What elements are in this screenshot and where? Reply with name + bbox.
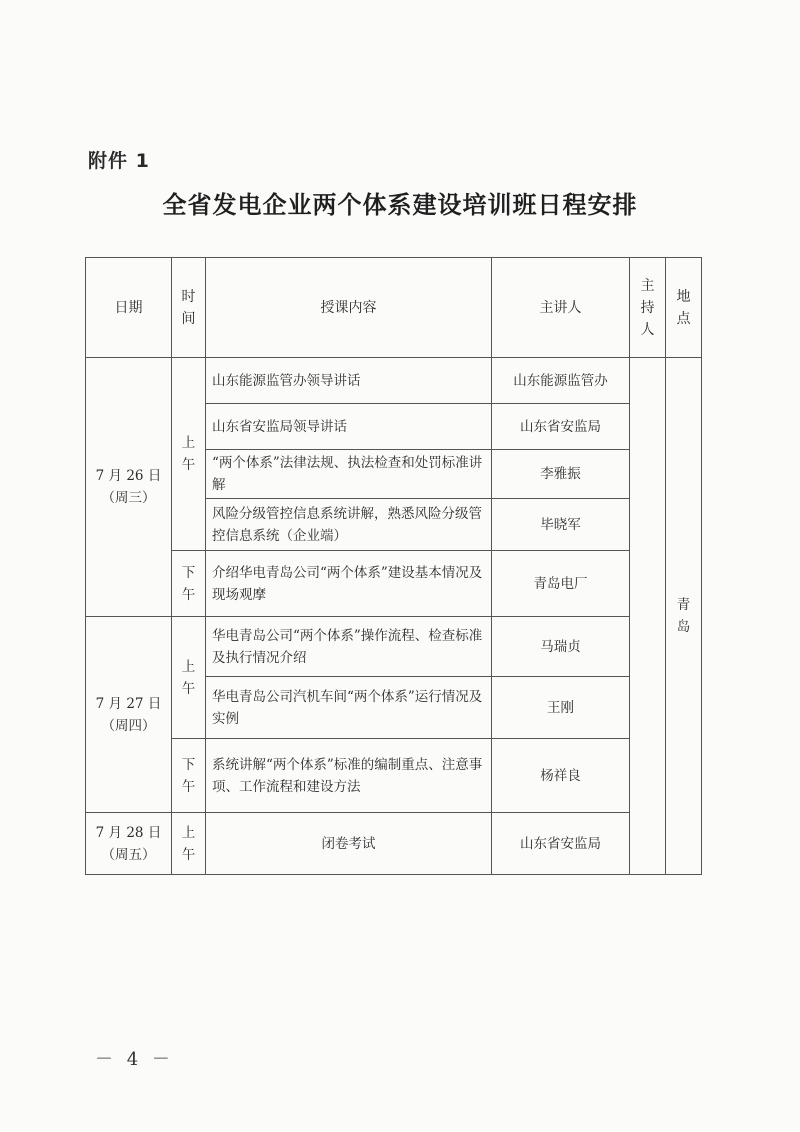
header-location: 地 点 [666,258,702,358]
header-content: 授课内容 [206,258,492,358]
header-host: 主 持 人 [630,258,666,358]
date-cell: 7 月 28 日 （周五） [86,813,172,875]
content-cell: 山东能源监管办领导讲话 [206,358,492,404]
period-cell: 下 午 [172,739,206,813]
date-cell: 7 月 27 日 （周四） [86,617,172,813]
attachment-label: 附件 1 [88,150,150,172]
period-cell: 上 午 [172,358,206,551]
header-time: 时 间 [172,258,206,358]
content-cell: 山东省安监局领导讲话 [206,404,492,450]
location-cell: 青 岛 [666,358,702,875]
table-row [86,739,702,813]
speaker-cell: 马瑞贞 [492,617,630,677]
page-number: － 4 － [95,1049,174,1070]
content-cell: “两个体系”法律法规、执法检查和处罚标准讲解 [206,450,492,499]
speaker-cell: 山东省安监局 [492,404,630,450]
speaker-cell: 青岛电厂 [492,551,630,617]
period-cell: 下 午 [172,551,206,617]
period-cell: 上 午 [172,617,206,739]
table-row [86,617,702,677]
date-cell: 7 月 26 日 （周三） [86,358,172,617]
header-speaker: 主讲人 [492,258,630,358]
table-row [86,358,702,404]
header-date: 日期 [86,258,172,358]
period-cell: 上 午 [172,813,206,875]
content-cell: 风险分级管控信息系统讲解，熟悉风险分级管控信息系统（企业端） [206,499,492,551]
speaker-cell: 山东省安监局 [492,813,630,875]
table-row [86,813,702,875]
header-row [86,258,702,358]
document-title: 全省发电企业两个体系建设培训班日程安排 [162,191,638,219]
host-cell [630,358,666,875]
speaker-cell: 王刚 [492,677,630,739]
schedule-table [85,257,702,875]
table-row [86,551,702,617]
speaker-cell: 杨祥良 [492,739,630,813]
content-cell: 闭卷考试 [206,813,492,875]
content-cell: 系统讲解“两个体系”标准的编制重点、注意事项、工作流程和建设方法 [206,739,492,813]
speaker-cell: 毕晓军 [492,499,630,551]
speaker-cell: 李雅振 [492,450,630,499]
content-cell: 华电青岛公司汽机车间“两个体系”运行情况及实例 [206,677,492,739]
content-cell: 介绍华电青岛公司“两个体系”建设基本情况及现场观摩 [206,551,492,617]
speaker-cell: 山东能源监管办 [492,358,630,404]
content-cell: 华电青岛公司“两个体系”操作流程、检查标准及执行情况介绍 [206,617,492,677]
